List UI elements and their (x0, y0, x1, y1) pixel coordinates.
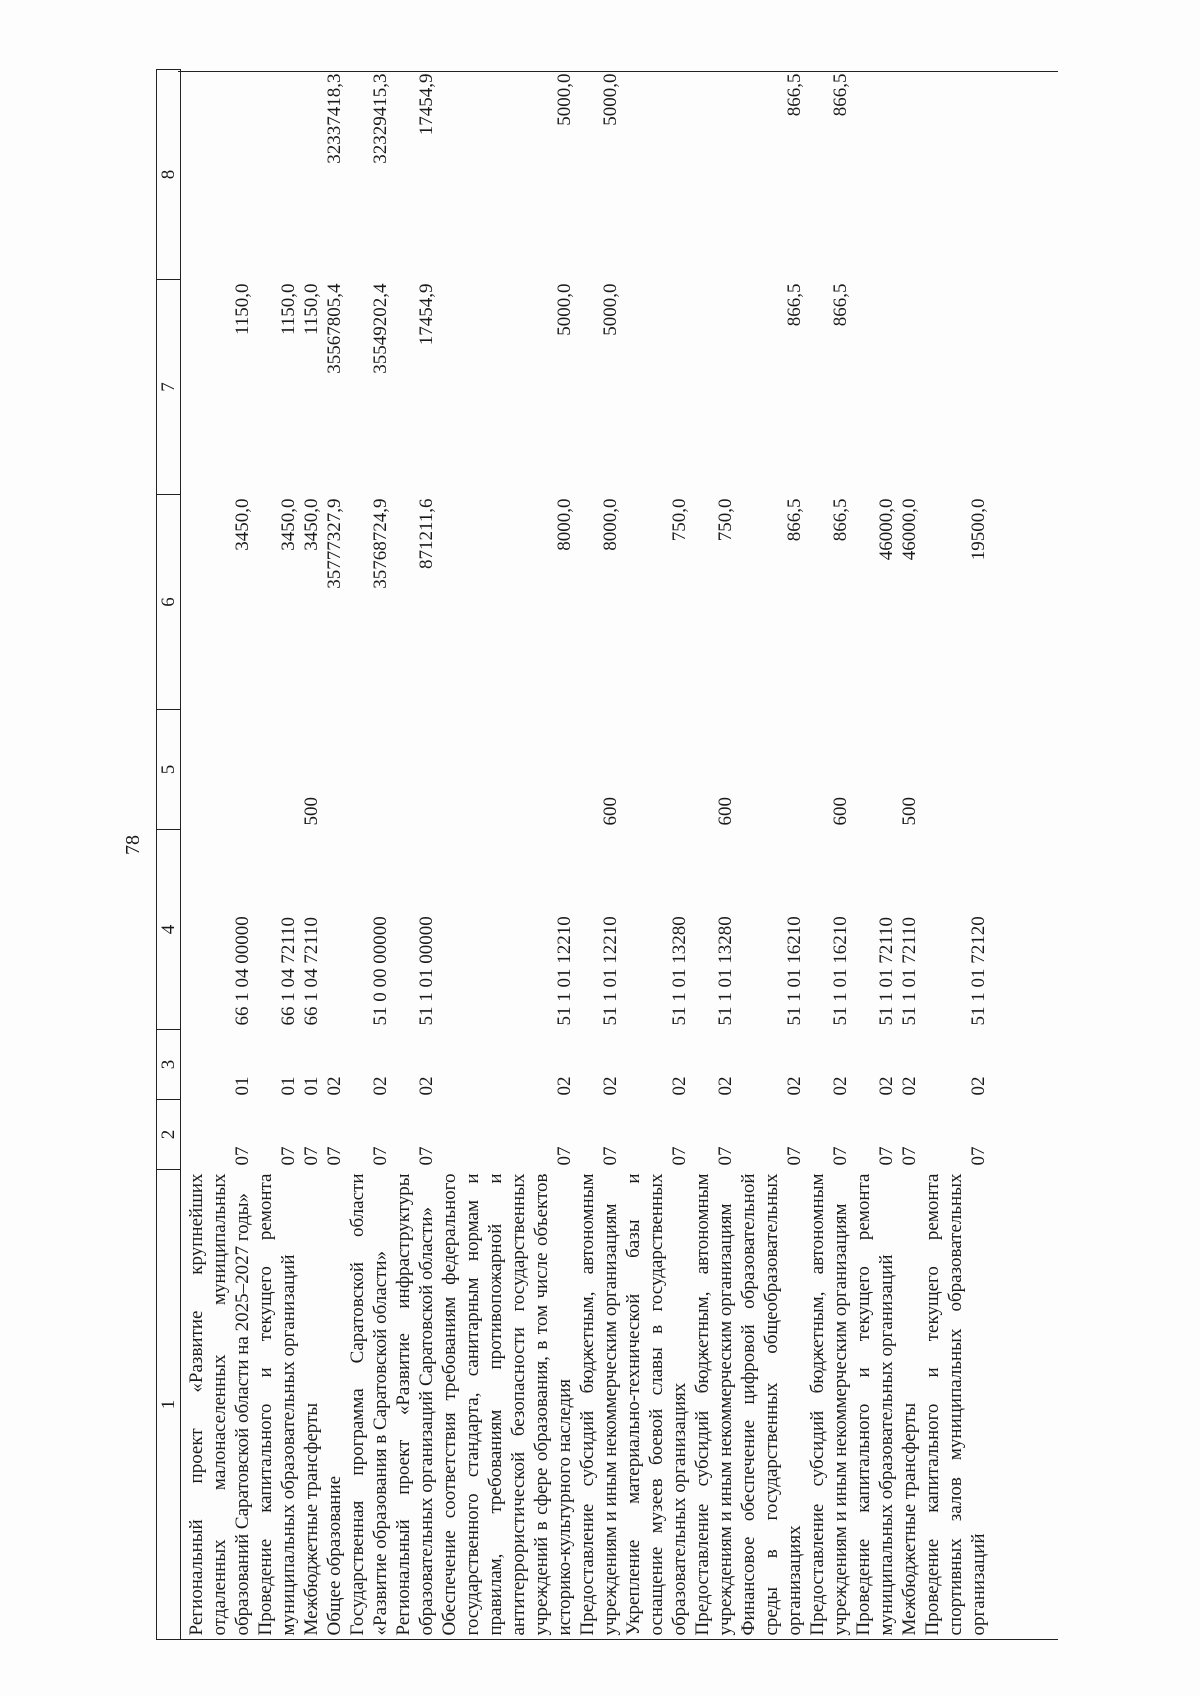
cell-expense-type (392, 710, 438, 830)
table-header-row (157, 70, 181, 1640)
cell-expense-type (346, 710, 392, 830)
cell-amount-6: 750,0 (669, 498, 690, 542)
page-number: 78 (122, 835, 144, 855)
row-name: Проведение капитального и текущего ремонта муниципальных образовательных организаций (853, 1173, 897, 1636)
table-row (852, 70, 898, 1640)
row-name: Укрепление материально-технической базы и оснащение музеев боевой славы в государственных образовательных организациях (623, 1173, 690, 1636)
row-name: Проведение капитального и текущего ремонта муниципальных образовательных организаций (255, 1173, 299, 1636)
cell-section: 07 (232, 1146, 253, 1166)
cell-subsection: 01 (232, 1076, 253, 1096)
cell-amount-7: 35549202,4 (370, 283, 391, 374)
cell-target-code: 51 1 01 16210 (830, 916, 851, 1026)
table-row (921, 70, 990, 1640)
cell-amount-6: 8000,0 (554, 498, 575, 551)
cell-section: 07 (715, 1146, 736, 1166)
cell-target-code: 51 1 01 12210 (600, 916, 621, 1026)
column-header-4: 4 (157, 830, 181, 1030)
cell-amount-6: 3450,0 (232, 498, 253, 551)
row-name: Региональный проект «Развитие инфраструктуры образовательных организаций Саратовской области» (393, 1173, 437, 1636)
table-row (438, 70, 576, 1640)
cell-amount-8 (181, 70, 255, 280)
cell-subsection: 02 (899, 1076, 920, 1096)
cell-amount-7: 35567805,4 (324, 283, 345, 374)
cell-amount-6: 35777327,9 (324, 498, 345, 589)
cell-amount-6: 3450,0 (301, 498, 322, 551)
cell-amount-8: 866,5 (830, 73, 851, 117)
cell-section: 07 (278, 1146, 299, 1166)
cell-subsection: 02 (830, 1076, 851, 1096)
budget-table (156, 69, 990, 1640)
cell-subsection: 02 (370, 1076, 391, 1096)
cell-amount-8 (898, 70, 921, 280)
table-row (622, 70, 691, 1640)
table-row (576, 70, 622, 1640)
cell-target-code: 66 1 04 72110 (278, 916, 299, 1026)
row-name: Региональный проект «Развитие крупнейших отдаленных малонаселенных муниципальных образований Саратовской области на 2025–2027 годы» (186, 1173, 253, 1636)
column-header-7: 7 (157, 280, 181, 495)
cell-section: 07 (899, 1146, 920, 1166)
cell-expense-type: 600 (715, 797, 736, 826)
row-name: Обеспечение соответствия требованиям федерального государственного стандарта, санитарным нормам и правилам, требованиям противопожарной и антитеррористической безопасности государственных учреждений в сфере образования, в том числе объектов историко-культурного наследия (439, 1173, 575, 1636)
cell-amount-7: 1150,0 (232, 283, 253, 336)
cell-amount-6: 19500,0 (968, 498, 989, 561)
cell-amount-7: 866,5 (830, 283, 851, 327)
table-row (300, 70, 323, 1640)
cell-amount-8: 5000,0 (554, 73, 575, 126)
cell-amount-6: 46000,0 (876, 498, 897, 561)
cell-amount-8 (300, 70, 323, 280)
cell-expense-type: 500 (899, 797, 920, 826)
rotated-content (120, 50, 1100, 1640)
cell-amount-7: 5000,0 (600, 283, 621, 336)
cell-section: 07 (416, 1146, 437, 1166)
cell-section: 07 (968, 1146, 989, 1166)
cell-amount-7: 866,5 (784, 283, 805, 327)
cell-amount-8: 17454,9 (416, 73, 437, 136)
table-row (346, 70, 392, 1640)
cell-section: 07 (876, 1146, 897, 1166)
cell-target-code: 51 1 01 72110 (899, 916, 920, 1026)
cell-expense-type: 600 (600, 797, 621, 826)
cell-subsection: 02 (715, 1076, 736, 1096)
table-row (691, 70, 737, 1640)
table-row (254, 70, 300, 1640)
cell-expense-type (921, 710, 990, 830)
cell-amount-6: 8000,0 (600, 498, 621, 551)
cell-expense-type (737, 710, 806, 830)
cell-target-code: 51 1 01 12210 (554, 916, 575, 1026)
cell-amount-8: 32329415,3 (370, 73, 391, 164)
cell-target-code: 51 1 01 13280 (669, 916, 690, 1026)
cell-expense-type: 500 (301, 797, 322, 826)
cell-expense-type (852, 710, 898, 830)
column-header-5: 5 (157, 710, 181, 830)
cell-section: 07 (554, 1146, 575, 1166)
cell-subsection: 02 (669, 1076, 690, 1096)
cell-amount-6: 866,5 (784, 498, 805, 542)
cell-subsection: 02 (600, 1076, 621, 1096)
cell-amount-8: 5000,0 (600, 73, 621, 126)
cell-amount-7 (921, 280, 990, 495)
row-name: Межбюджетные трансферты (899, 1402, 920, 1636)
cell-target-code: 51 1 01 72110 (876, 916, 897, 1026)
cell-amount-7: 17454,9 (416, 283, 437, 346)
cell-section: 07 (370, 1146, 391, 1166)
cell-section: 07 (324, 1146, 345, 1166)
cell-subsection: 02 (876, 1076, 897, 1096)
column-header-6: 6 (157, 495, 181, 710)
cell-target-code: 51 1 01 00000 (416, 916, 437, 1026)
cell-target-code (323, 830, 346, 1030)
cell-amount-7: 1150,0 (301, 283, 322, 336)
cell-target-code: 66 1 04 00000 (232, 916, 253, 1026)
table-row (898, 70, 921, 1640)
cell-section: 07 (600, 1146, 621, 1166)
cell-subsection: 01 (301, 1076, 322, 1096)
cell-section: 07 (830, 1146, 851, 1166)
cell-amount-8 (852, 70, 898, 280)
cell-amount-8 (254, 70, 300, 280)
row-name: Проведение капитального и текущего ремонта спортивных залов муниципальных образовательных организаций (922, 1173, 989, 1636)
cell-target-code: 51 1 01 72120 (968, 916, 989, 1026)
cell-amount-8: 866,5 (784, 73, 805, 117)
cell-section: 07 (669, 1146, 690, 1166)
cell-expense-type (438, 710, 576, 830)
cell-amount-6: 750,0 (715, 498, 736, 542)
cell-amount-6: 35768724,9 (370, 498, 391, 589)
table-row (737, 70, 806, 1640)
cell-subsection: 01 (278, 1076, 299, 1096)
column-header-3: 3 (157, 1030, 181, 1100)
cell-expense-type (622, 710, 691, 830)
cell-subsection: 02 (324, 1076, 345, 1096)
cell-amount-6: 46000,0 (899, 498, 920, 561)
cell-expense-type (181, 710, 255, 830)
cell-subsection: 02 (554, 1076, 575, 1096)
cell-amount-7 (852, 280, 898, 495)
column-header-1: 1 (157, 1170, 181, 1640)
table-row (323, 70, 346, 1640)
cell-amount-7: 5000,0 (554, 283, 575, 336)
cell-expense-type (323, 710, 346, 830)
cell-target-code: 66 1 04 72110 (301, 916, 322, 1026)
column-header-2: 2 (157, 1100, 181, 1170)
row-name: Предоставление субсидий бюджетным, автономным учреждениям и иным некоммерческим организациям (692, 1173, 736, 1636)
cell-section: 07 (301, 1146, 322, 1166)
cell-amount-6: 866,5 (830, 498, 851, 542)
row-name: Государственная программа Саратовской области «Развитие образования в Саратовской области» (347, 1173, 391, 1636)
table-row (181, 70, 255, 1640)
cell-subsection: 02 (416, 1076, 437, 1096)
cell-amount-7: 1150,0 (278, 283, 299, 336)
cell-amount-7 (691, 280, 737, 495)
cell-amount-8 (691, 70, 737, 280)
cell-amount-8: 32337418,3 (324, 73, 345, 164)
cell-target-code: 51 1 01 16210 (784, 916, 805, 1026)
cell-expense-type (254, 710, 300, 830)
row-name: Предоставление субсидий бюджетным, автономным учреждениям и иным некоммерческим организациям (577, 1173, 621, 1636)
cell-expense-type: 600 (830, 797, 851, 826)
cell-target-code: 51 1 01 13280 (715, 916, 736, 1026)
cell-amount-6: 871211,6 (416, 498, 437, 570)
row-name: Предоставление субсидий бюджетным, автономным учреждениям и иным некоммерческим организациям (807, 1173, 851, 1636)
cell-subsection: 02 (784, 1076, 805, 1096)
table-row (806, 70, 852, 1640)
row-name: Общее образование (324, 1475, 345, 1636)
cell-amount-8 (622, 70, 691, 280)
cell-amount-6: 3450,0 (278, 498, 299, 551)
cell-target-code: 51 0 00 00000 (370, 916, 391, 1026)
row-name: Межбюджетные трансферты (301, 1402, 322, 1636)
cell-section: 07 (784, 1146, 805, 1166)
cell-amount-7 (898, 280, 921, 495)
cell-subsection: 02 (968, 1076, 989, 1096)
row-name: Финансовое обеспечение цифровой образовательной среды в государственных общеобразовательных организациях (738, 1173, 805, 1636)
column-header-8: 8 (157, 70, 181, 280)
table-row (392, 70, 438, 1640)
cell-amount-8 (921, 70, 990, 280)
cell-amount-7 (622, 280, 691, 495)
